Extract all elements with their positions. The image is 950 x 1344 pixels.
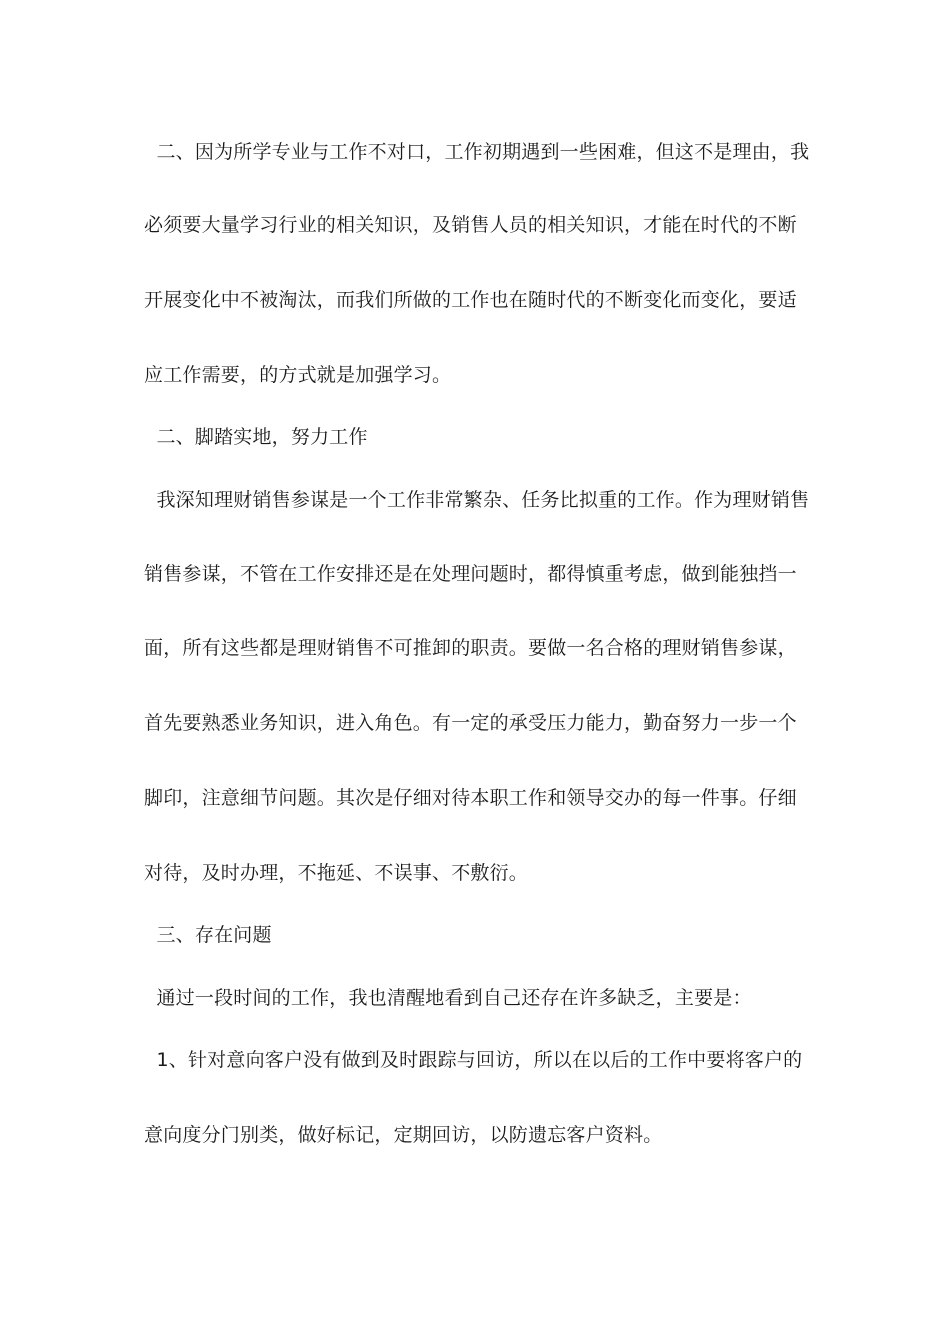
section-heading: 三、存在问题 [144, 924, 272, 946]
paragraph-line: 销售参谋，不管在工作安排还是在处理问题时，都得慎重考虑，做到能独挡一 [144, 563, 797, 585]
paragraph-line: 开展变化中不被淘汰，而我们所做的工作也在随时代的不断变化而变化，要适 [144, 289, 797, 311]
paragraph-line: 对待，及时办理，不拖延、不误事、不敷衍。 [144, 862, 529, 884]
paragraph-line: 首先要熟悉业务知识，进入角色。有一定的承受压力能力，勤奋努力一步一个 [144, 712, 797, 734]
paragraph-line: 我深知理财销售参谋是一个工作非常繁杂、任务比拟重的工作。作为理财销售 [144, 489, 810, 511]
paragraph-line: 二、因为所学专业与工作不对口，工作初期遇到一些困难，但这不是理由，我 [144, 141, 810, 163]
paragraph-line: 必须要大量学习行业的相关知识，及销售人员的相关知识，才能在时代的不断 [144, 214, 797, 236]
paragraph-line: 面，所有这些都是理财销售不可推卸的职责。要做一名合格的理财销售参谋， [144, 637, 797, 659]
paragraph-line: 应工作需要，的方式就是加强学习。 [144, 364, 452, 386]
paragraph-line: 通过一段时间的工作，我也清醒地看到自己还存在许多缺乏，主要是： [144, 987, 752, 1009]
paragraph-line: 脚印，注意细节问题。其次是仔细对待本职工作和领导交办的每一件事。仔细 [144, 787, 797, 809]
paragraph-line: 意向度分门别类，做好标记，定期回访，以防遗忘客户资料。 [144, 1124, 663, 1146]
section-heading: 二、脚踏实地，努力工作 [144, 426, 368, 448]
list-item-line: 1、针对意向客户没有做到及时跟踪与回访，所以在以后的工作中要将客户的 [144, 1049, 803, 1071]
